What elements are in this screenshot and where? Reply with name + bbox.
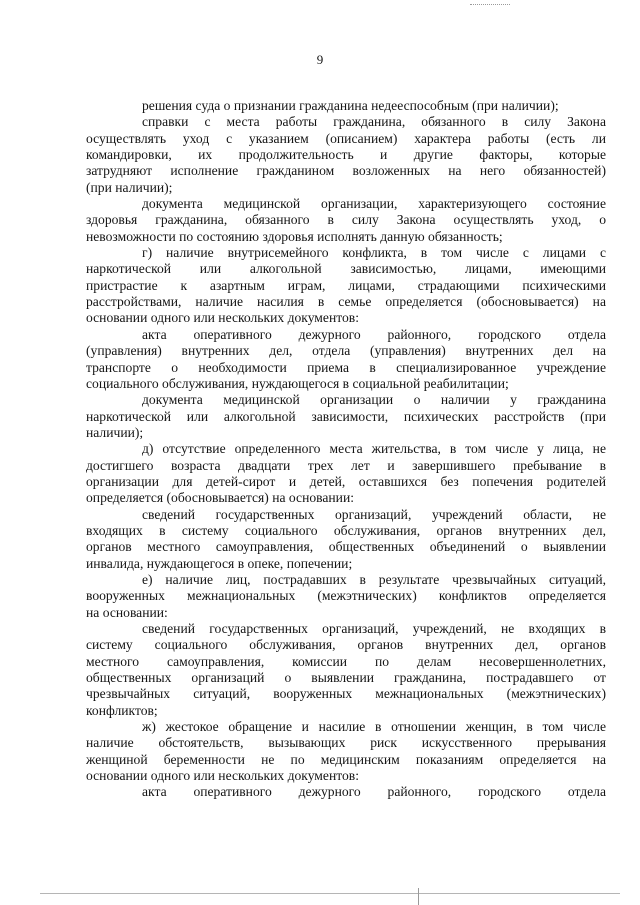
text-line: осуществлять уход с указанием (описанием) характера работы (есть ли [86,130,606,146]
text-line: документа медицинской организации, характеризующего состояние [142,196,606,212]
text-line: затрудняют исполнение гражданином возложенных на него обязанностей) [86,163,606,179]
text-line: решения суда о признании гражданина недееспособным (при наличии); [142,98,559,113]
text-line: сведений государственных организаций, учреждений, не входящих в [142,621,606,636]
text-line: невозможности по состоянию здоровья исполнять данную обязанность; [86,228,503,244]
scan-artifact-top [470,0,510,5]
scan-artifact-bottom-line [40,893,620,894]
text-line: акта оперативного дежурного районного, городского отдела [142,784,606,800]
text-line: органов местного самоуправления, общественных объединений о выявлении [86,539,606,555]
text-line: социального обслуживания, нуждающегося в социальной реабилитации; [86,375,509,391]
text-line: акта оперативного дежурного районного, городского отдела [142,326,606,342]
text-line: пристрастие к азартным играм, лицами, страдающими психическими [86,277,606,293]
text-line: входящих в систему социального обслуживания, органов внутренних дел, [86,522,606,538]
text-line: организации для детей-сирот и детей, оставшихся без попечения родителей [86,473,606,489]
text-line: сведений государственных организаций, учреждений области, не [142,506,606,522]
text-line: инвалида, нуждающегося в опеке, попечении; [86,555,353,571]
text-line: наличии); [86,424,144,440]
scan-artifact-bottom-mark [418,888,419,905]
text-line: наличие обстоятельств, вызывающих риск искусственного прерывания [86,735,606,751]
text-line: основании одного или нескольких документов: [86,768,359,784]
text-line: д) отсутствие определенного места жительства, в том числе у лица, не [142,441,606,457]
text-line: транспорте о необходимости приема в специализированное учреждение [86,359,606,375]
text-line: конфликтов; [86,702,158,718]
text-line: определяется (обосновывается) на основании: [86,490,355,506]
text-line: чрезвычайных ситуаций, вооруженных межнациональных (межэтнических) [86,686,606,702]
text-line: основании одного или нескольких документов: [86,310,359,326]
text-line: справки с места работы гражданина, обязанного в силу Закона [142,114,606,130]
text-line: документа медицинской организации о наличии у гражданина [142,392,606,408]
text-line: расстройствами, наличие насилия в семье определяется (обосновывается) на [86,294,606,310]
page-number: 9 [316,52,324,67]
text-line: достигшего возраста двадцати трех лет и завершившего пребывание в [86,457,606,473]
text-line: на основании: [86,604,168,620]
text-line: здоровья гражданина, обязанного в силу Закона осуществлять уход, о [86,212,606,228]
text-line: наркотической или алкогольной зависимостью, лицами, имеющими [86,261,606,277]
text-line: общественных организаций о выявлении гражданина, пострадавшего от [86,670,606,686]
text-line: систему социального обслуживания, органов внутренних дел, органов [86,637,606,653]
text-line: г) наличие внутрисемейного конфликта, в том числе с лицами с [142,245,606,261]
text-line: наркотической или алкогольной зависимости, психических расстройств (при [86,408,606,424]
text-line: женщиной беременности не по медицинским показаниям определяется на [86,751,606,767]
text-line: (при наличии); [86,179,173,195]
text-line: командировки, их продолжительность и другие факторы, которые [86,147,606,163]
text-line: вооруженных межнациональных (межэтнических) конфликтов определяется [86,588,606,604]
text-line: местного самоуправления, комиссии по делам несовершеннолетних, [86,653,606,669]
text-line: (управления) внутренних дел, отдела (управления) внутренних дел на [86,343,606,359]
text-line: ж) жестокое обращение и насилие в отношении женщин, в том числе [142,719,606,735]
document-body [86,98,606,801]
text-line: е) наличие лиц, пострадавших в результате чрезвычайных ситуаций, [142,571,606,587]
